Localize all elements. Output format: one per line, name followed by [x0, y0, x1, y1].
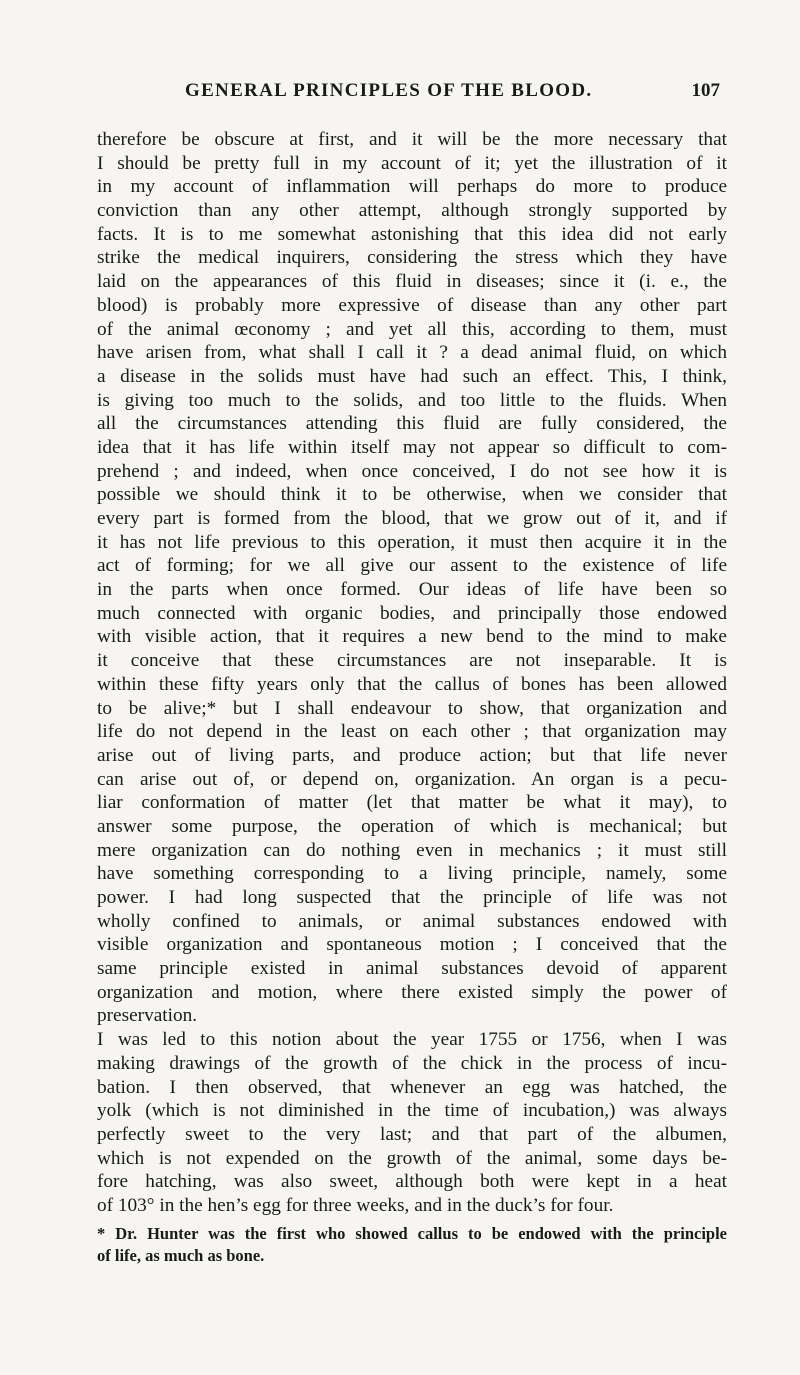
text-line: therefore be obscure at first, and it will be the more necessary that — [97, 129, 727, 150]
text-line: act of forming; for we all give our assent to the existence of life — [97, 555, 727, 577]
text-line: it conceive that these circumstances are not inseparable. It is — [97, 650, 727, 672]
text-line: visible organization and spontaneous motion ; I conceived that the — [97, 934, 727, 956]
text-line: within these fifty years only that the callus of bones has been allowed — [97, 673, 727, 695]
text-line: of the animal œconomy ; and yet all this, according to them, must — [97, 318, 727, 340]
text-line: idea that it has life within itself may not appear so difficult to com- — [97, 436, 727, 458]
text-line: in the parts when once formed. Our ideas of life have been so — [97, 579, 727, 601]
text-line: mere organization can do nothing even in mechanics ; it must still — [97, 839, 727, 861]
text-line: I should be pretty full in my account of it; yet the illustration of it — [97, 152, 727, 174]
text-line: it has not life previous to this operation, it must then acquire it in the — [97, 531, 727, 553]
text-line: all the circumstances attending this fluid are fully considered, the — [97, 413, 727, 435]
text-line: conviction than any other attempt, although strongly supported by — [97, 200, 727, 222]
text-line: have something corresponding to a living principle, namely, some — [97, 863, 727, 885]
text-line: facts. It is to me somewhat astonishing that this idea did not early — [97, 223, 727, 245]
text-line: can arise out of, or depend on, organization. An organ is a pecu- — [97, 768, 727, 790]
page-number: 107 — [691, 80, 720, 101]
text-line: power. I had long suspected that the principle of life was not — [97, 887, 727, 908]
text-line: prehend ; and indeed, when once conceived, I do not see how it is — [97, 460, 727, 482]
text-line: a disease in the solids must have had such an effect. This, I think, — [97, 365, 727, 387]
text-line: I was led to this notion about the year 1755 or 1756, when I was — [97, 1029, 727, 1051]
text-line: laid on the appearances of this fluid in diseases; since it (i. e., the — [97, 271, 727, 293]
text-line: which is not expended on the growth of the animal, some days be- — [97, 1147, 727, 1169]
text-line: yolk (which is not diminished in the time of incubation,) was always — [97, 1100, 727, 1122]
text-line: liar conformation of matter (let that matter be what it may), to — [97, 792, 727, 814]
text-line: have arisen from, what shall I call it ? a dead animal fluid, on which — [97, 342, 727, 364]
running-title: GENERAL PRINCIPLES OF THE BLOOD. — [185, 80, 593, 101]
text-line: much connected with organic bodies, and principally those endowed — [97, 602, 727, 624]
text-line: with visible action, that it requires a new bend to the mind to make — [97, 626, 727, 648]
footnote-line: of life, as much as bone. — [97, 1246, 265, 1265]
text-line: is giving too much to the solids, and too little to the fluids. When — [97, 389, 727, 411]
text-line: possible we should think it to be otherwise, when we consider that — [97, 484, 727, 506]
text-line: strike the medical inquirers, considering the stress which they have — [97, 247, 727, 269]
body-text — [97, 128, 727, 1218]
text-line: to be alive;* but I shall endeavour to show, that organization and — [97, 697, 727, 719]
text-line: fore hatching, was also sweet, although both were kept in a heat — [97, 1171, 727, 1193]
text-line: every part is formed from the blood, that we grow out of it, and if — [97, 508, 727, 529]
running-head — [100, 80, 720, 106]
text-line: in my account of inflammation will perhaps do more to produce — [97, 176, 727, 198]
text-line: making drawings of the growth of the chick in the process of incu- — [97, 1052, 727, 1074]
text-line: same principle existed in animal substances devoid of apparent — [97, 958, 727, 980]
text-line: preservation. — [97, 1005, 198, 1027]
text-line: perfectly sweet to the very last; and that part of the albumen, — [97, 1123, 727, 1145]
footnote-line: * Dr. Hunter was the first who showed callus to be endowed with the principle — [97, 1224, 727, 1243]
text-line: answer some purpose, the operation of which is mechanical; but — [97, 815, 727, 837]
text-line: arise out of living parts, and produce action; but that life never — [97, 744, 727, 766]
text-line: blood) is probably more expressive of disease than any other part — [97, 294, 727, 316]
footnote — [97, 1223, 727, 1267]
text-line: wholly confined to animals, or animal substances endowed with — [97, 910, 727, 932]
text-line: of 103° in the hen’s egg for three weeks, and in the duck’s for four. — [97, 1194, 614, 1216]
text-line: bation. I then observed, that whenever an egg was hatched, the — [97, 1076, 727, 1098]
text-line: organization and motion, where there existed simply the power of — [97, 981, 727, 1003]
text-line: life do not depend in the least on each other ; that organization may — [97, 721, 727, 743]
